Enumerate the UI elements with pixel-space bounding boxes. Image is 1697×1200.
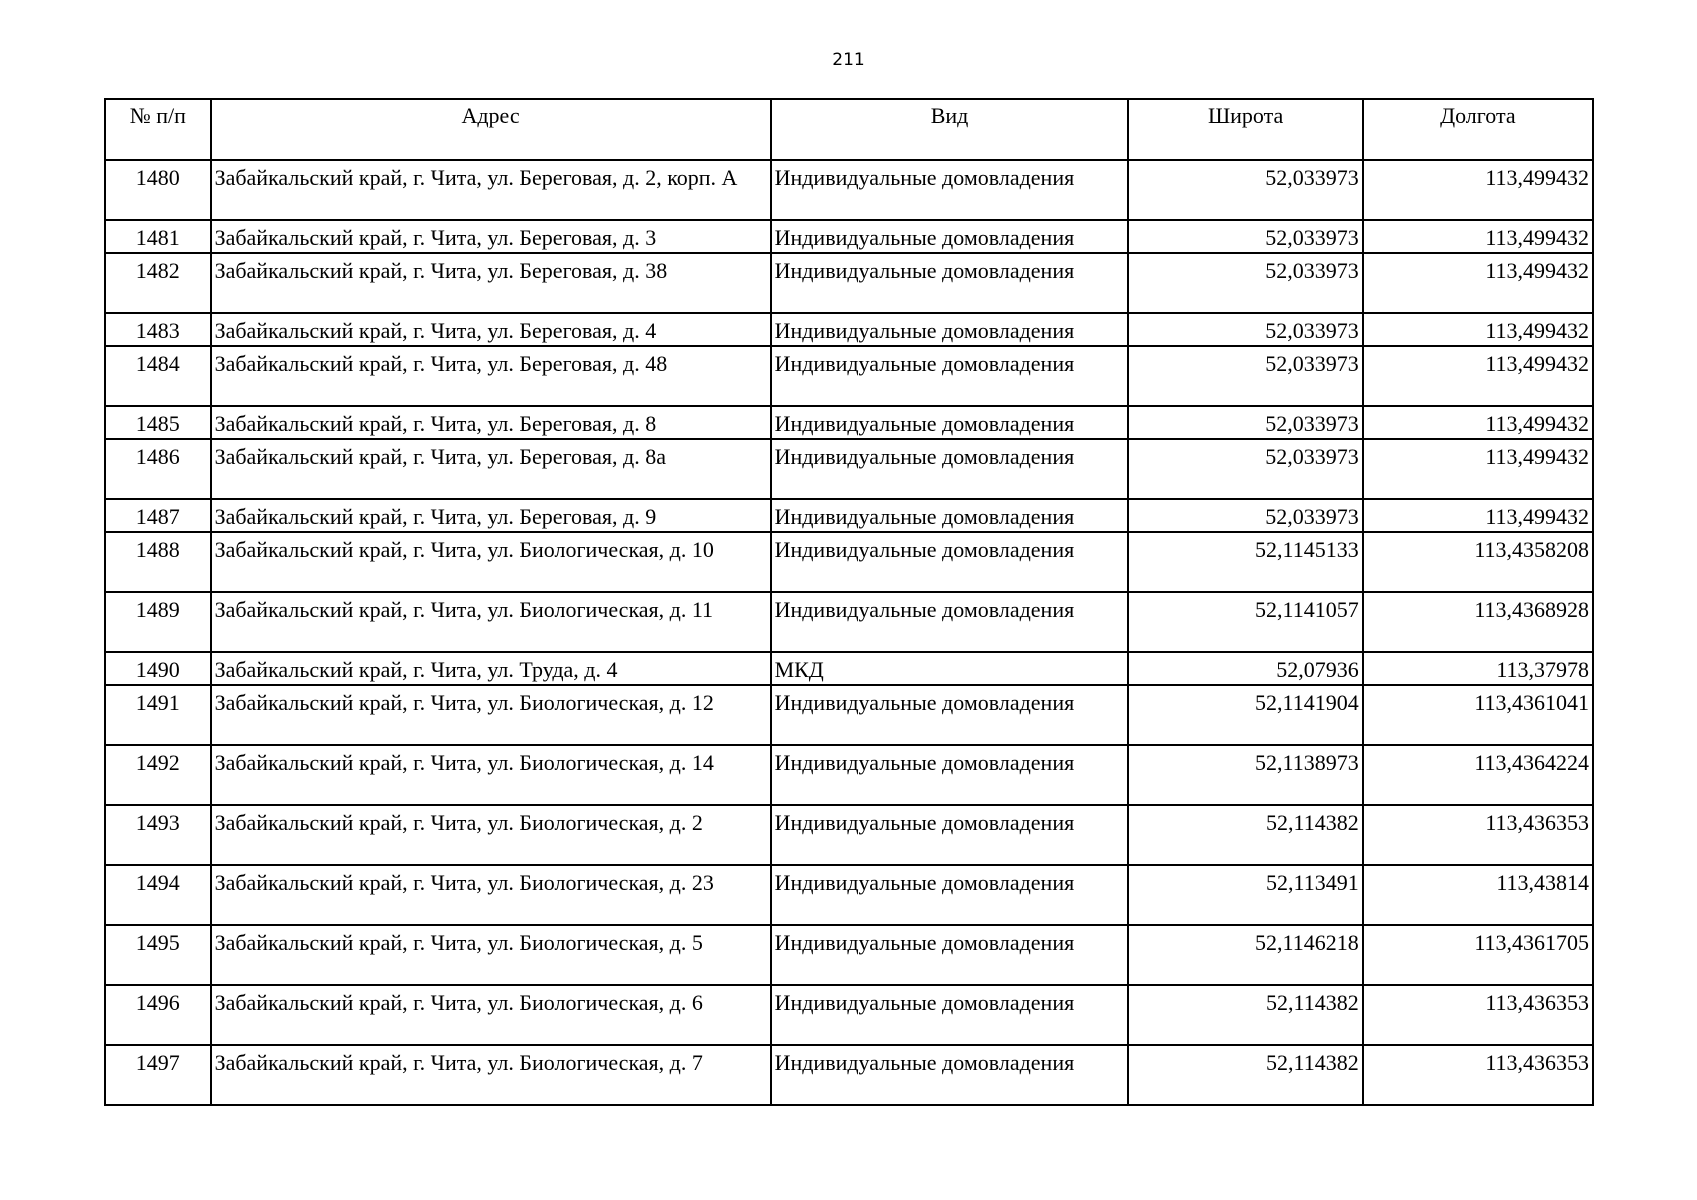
row-number: 1482	[105, 253, 211, 313]
row-number: 1486	[105, 439, 211, 499]
row-address: Забайкальский край, г. Чита, ул. Береговая, д. 8	[211, 406, 771, 439]
row-longitude: 113,43814	[1363, 865, 1593, 925]
table-row	[105, 652, 1593, 685]
address-table	[104, 98, 1594, 1106]
row-kind: Индивидуальные домовладения	[771, 1045, 1129, 1105]
row-kind: Индивидуальные домовладения	[771, 499, 1129, 532]
row-kind: Индивидуальные домовладения	[771, 253, 1129, 313]
row-kind: Индивидуальные домовладения	[771, 985, 1129, 1045]
row-latitude: 52,114382	[1128, 985, 1362, 1045]
header-longitude: Долгота	[1363, 99, 1593, 160]
row-number: 1495	[105, 925, 211, 985]
header-number: № п/п	[105, 99, 211, 160]
header-latitude: Широта	[1128, 99, 1362, 160]
row-address: Забайкальский край, г. Чита, ул. Биологическая, д. 2	[211, 805, 771, 865]
row-kind: Индивидуальные домовладения	[771, 592, 1129, 652]
row-kind: Индивидуальные домовладения	[771, 313, 1129, 346]
row-latitude: 52,07936	[1128, 652, 1362, 685]
row-address: Забайкальский край, г. Чита, ул. Биологическая, д. 23	[211, 865, 771, 925]
row-kind: Индивидуальные домовладения	[771, 220, 1129, 253]
table-row	[105, 313, 1593, 346]
row-longitude: 113,499432	[1363, 439, 1593, 499]
row-number: 1490	[105, 652, 211, 685]
row-latitude: 52,033973	[1128, 253, 1362, 313]
row-address: Забайкальский край, г. Чита, ул. Биологическая, д. 5	[211, 925, 771, 985]
table-row	[105, 592, 1593, 652]
row-longitude: 113,499432	[1363, 220, 1593, 253]
row-latitude: 52,033973	[1128, 220, 1362, 253]
row-longitude: 113,499432	[1363, 253, 1593, 313]
row-number: 1491	[105, 685, 211, 745]
row-latitude: 52,033973	[1128, 160, 1362, 220]
row-number: 1493	[105, 805, 211, 865]
row-longitude: 113,37978	[1363, 652, 1593, 685]
row-latitude: 52,033973	[1128, 313, 1362, 346]
row-latitude: 52,033973	[1128, 406, 1362, 439]
row-kind: Индивидуальные домовладения	[771, 532, 1129, 592]
row-longitude: 113,4358208	[1363, 532, 1593, 592]
header-address: Адрес	[211, 99, 771, 160]
row-latitude: 52,1141904	[1128, 685, 1362, 745]
row-number: 1489	[105, 592, 211, 652]
row-longitude: 113,499432	[1363, 406, 1593, 439]
row-address: Забайкальский край, г. Чита, ул. Биологическая, д. 10	[211, 532, 771, 592]
row-latitude: 52,1141057	[1128, 592, 1362, 652]
row-longitude: 113,499432	[1363, 313, 1593, 346]
row-address: Забайкальский край, г. Чита, ул. Береговая, д. 2, корп. А	[211, 160, 771, 220]
table-row	[105, 346, 1593, 406]
row-kind: МКД	[771, 652, 1129, 685]
row-longitude: 113,4361041	[1363, 685, 1593, 745]
row-number: 1496	[105, 985, 211, 1045]
table-row	[105, 220, 1593, 253]
row-latitude: 52,1138973	[1128, 745, 1362, 805]
row-latitude: 52,114382	[1128, 1045, 1362, 1105]
row-kind: Индивидуальные домовладения	[771, 805, 1129, 865]
row-address: Забайкальский край, г. Чита, ул. Биологическая, д. 14	[211, 745, 771, 805]
row-longitude: 113,499432	[1363, 346, 1593, 406]
row-longitude: 113,499432	[1363, 160, 1593, 220]
row-longitude: 113,499432	[1363, 499, 1593, 532]
row-address: Забайкальский край, г. Чита, ул. Труда, д. 4	[211, 652, 771, 685]
row-kind: Индивидуальные домовладения	[771, 745, 1129, 805]
table-row	[105, 805, 1593, 865]
table-row	[105, 1045, 1593, 1105]
row-longitude: 113,436353	[1363, 1045, 1593, 1105]
row-number: 1487	[105, 499, 211, 532]
row-latitude: 52,1146218	[1128, 925, 1362, 985]
table-row	[105, 499, 1593, 532]
row-longitude: 113,436353	[1363, 985, 1593, 1045]
row-address: Забайкальский край, г. Чита, ул. Биологическая, д. 11	[211, 592, 771, 652]
table-row	[105, 685, 1593, 745]
row-address: Забайкальский край, г. Чита, ул. Биологическая, д. 12	[211, 685, 771, 745]
row-number: 1492	[105, 745, 211, 805]
row-longitude: 113,4368928	[1363, 592, 1593, 652]
row-kind: Индивидуальные домовладения	[771, 439, 1129, 499]
row-address: Забайкальский край, г. Чита, ул. Биологическая, д. 7	[211, 1045, 771, 1105]
row-address: Забайкальский край, г. Чита, ул. Береговая, д. 9	[211, 499, 771, 532]
row-latitude: 52,033973	[1128, 346, 1362, 406]
row-kind: Индивидуальные домовладения	[771, 346, 1129, 406]
row-kind: Индивидуальные домовладения	[771, 925, 1129, 985]
row-kind: Индивидуальные домовладения	[771, 865, 1129, 925]
row-number: 1494	[105, 865, 211, 925]
row-longitude: 113,4364224	[1363, 745, 1593, 805]
row-number: 1483	[105, 313, 211, 346]
row-kind: Индивидуальные домовладения	[771, 685, 1129, 745]
row-kind: Индивидуальные домовладения	[771, 406, 1129, 439]
row-number: 1497	[105, 1045, 211, 1105]
table-header-row	[105, 99, 1593, 160]
table-row	[105, 865, 1593, 925]
row-address: Забайкальский край, г. Чита, ул. Береговая, д. 4	[211, 313, 771, 346]
table-row	[105, 532, 1593, 592]
row-address: Забайкальский край, г. Чита, ул. Береговая, д. 48	[211, 346, 771, 406]
table-row	[105, 406, 1593, 439]
row-number: 1480	[105, 160, 211, 220]
header-kind: Вид	[771, 99, 1129, 160]
row-address: Забайкальский край, г. Чита, ул. Береговая, д. 8а	[211, 439, 771, 499]
row-number: 1484	[105, 346, 211, 406]
row-latitude: 52,114382	[1128, 805, 1362, 865]
table-row	[105, 253, 1593, 313]
row-kind: Индивидуальные домовладения	[771, 160, 1129, 220]
row-number: 1488	[105, 532, 211, 592]
row-latitude: 52,033973	[1128, 499, 1362, 532]
row-address: Забайкальский край, г. Чита, ул. Биологическая, д. 6	[211, 985, 771, 1045]
table-row	[105, 925, 1593, 985]
table-row	[105, 985, 1593, 1045]
page-number: 211	[832, 50, 865, 70]
row-number: 1485	[105, 406, 211, 439]
row-longitude: 113,4361705	[1363, 925, 1593, 985]
table-row	[105, 745, 1593, 805]
table-row	[105, 160, 1593, 220]
row-latitude: 52,033973	[1128, 439, 1362, 499]
row-address: Забайкальский край, г. Чита, ул. Береговая, д. 38	[211, 253, 771, 313]
row-longitude: 113,436353	[1363, 805, 1593, 865]
row-address: Забайкальский край, г. Чита, ул. Береговая, д. 3	[211, 220, 771, 253]
row-number: 1481	[105, 220, 211, 253]
table-row	[105, 439, 1593, 499]
row-latitude: 52,113491	[1128, 865, 1362, 925]
row-latitude: 52,1145133	[1128, 532, 1362, 592]
